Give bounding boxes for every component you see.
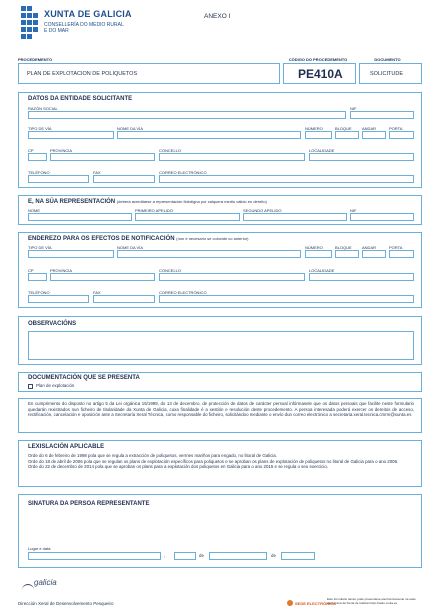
label-cp: CP [28,148,34,153]
concello-input[interactable] [159,153,305,161]
not-concello-input[interactable] [159,273,305,281]
observations-title: OBSERVACIÓNS [28,321,77,327]
label-not-provincia: PROVINCIA [50,268,73,273]
label-not-concello: CONCELLO [159,268,182,273]
representative-title [28,199,267,205]
code-box [283,63,356,84]
provincia-input[interactable] [50,153,155,161]
representative-note: (deberá acreditarse a representación fidedigna por calquera medio válido en dereito) [116,199,267,204]
rep-primeiro-apelido-input[interactable] [135,213,240,221]
rep-segundo-apelido-input[interactable] [243,213,347,221]
notification-title [28,236,249,242]
label-primeiro-apelido: PRIMEIRO APELIDO [135,208,174,213]
label-not-cp: CP [28,268,34,273]
porta-input[interactable] [389,131,414,139]
label-not-numero: NÚMERO [305,245,323,250]
not-provincia-input[interactable] [50,273,155,281]
label-localidade: LOCALIDADE [309,148,335,153]
label-not-andar: ANDAR [362,245,377,250]
label-not-bloque: BLOQUE [335,245,352,250]
not-porta-input[interactable] [389,250,414,258]
not-andar-input[interactable] [362,250,386,258]
day-input[interactable] [174,552,196,560]
not-telefono-input[interactable] [28,295,89,303]
label-andar: ANDAR [362,126,377,131]
label-nif: NIF [350,106,357,111]
plan-explotacion-label: Plan de explotación [36,383,75,388]
localidade-input[interactable] [309,153,414,161]
privacy-text: En cumprimento do disposto no artigo 5 da Lei orgánica 15/1999, do 13 de decembro, de protección de datos de carácter persoal infórmasele que os datos persoais que facilite neste formulario quedarán rexistrados nun ficheiro de titularidade da Xunta de Galicia, cuxa finalidade é a xestión e resolución deste procedemento. A persoa interesada poderá exercer os dereitos de acceso, rectificación, cancelación e oposición ante a Secretaría Xeral Técnica, como responsable do ficheiro, solicitándoo mediante o envío dun correo electrónico a secretaria.xeral.tecnica.cmrm@xunta.es [28,401,414,418]
nome-via-input[interactable] [117,131,301,139]
observations-textarea[interactable] [28,331,414,360]
not-localidade-input[interactable] [309,273,414,281]
label-provincia: PROVINCIA [50,148,73,153]
label-tipo-via: TIPO DE VÍA [28,126,52,131]
applicant-title: DATOS DA ENTIDADE SOLICITANTE [28,96,133,102]
label-numero: NÚMERO [305,126,323,131]
notification-section [18,232,422,308]
label-not-localidade: LOCALIDADE [309,268,335,273]
label-not-correo: CORREO ELECTRÓNICO [159,290,207,295]
legislation-item: Orde do 18 de abril de 2006 pola que se regulan os plans de explotación específicos para poliquetos e se aproban os plans de explotación de poliquetos no litoral de Galicia para o ano 2006. [28,458,399,464]
not-tipo-via-input[interactable] [28,250,114,258]
sede-label: SEDE ELECTRÓNICA [295,601,336,606]
sede-icon [287,600,293,606]
andar-input[interactable] [362,131,386,139]
not-numero-input[interactable] [305,250,332,258]
de-label-2: de [271,553,276,558]
signature-section [18,494,422,568]
org-subtitle: CONSELLERÍA DO MEDIO RURAL E DO MAR [44,22,124,34]
label-bloque: BLOQUE [335,126,352,131]
not-nome-via-input[interactable] [117,250,301,258]
privacy-section [18,398,422,433]
tipo-via-input[interactable] [28,131,114,139]
procedure-title: PLAN DE EXPLOTACION DE POLIQUETOS [27,71,138,77]
notification-note: (non é necesario se coincide co anterior) [176,236,249,241]
label-telefono: TELÉFONO [28,170,50,175]
not-fax-input[interactable] [93,295,155,303]
legislation-title: LEXISLACIÓN APLICABLE [28,444,105,450]
label-concello: CONCELLO [159,148,182,153]
org-name: XUNTA DE GALICIA [44,9,132,19]
annex-label: ANEXO I [204,13,231,20]
documentation-section [18,372,422,392]
notification-title-text: ENDEREZO PARA OS EFECTOS DE NOTIFICACIÓN [28,236,175,242]
galicia-logo: galicia [34,578,57,587]
procedure-label: PROCEDEMENTO [18,57,53,62]
procedure-code: PE410A [298,67,343,81]
year-input[interactable] [281,552,315,560]
label-correo: CORREO ELECTRÓNICO [159,170,207,175]
xunta-logo-icon [21,6,39,44]
document-type: SOLICITUDE [370,71,404,77]
fax-input[interactable] [93,175,155,183]
plan-explotacion-checkbox[interactable] [28,384,33,389]
razon-social-input[interactable] [28,111,346,119]
legislation-section [18,440,422,487]
comma-label: , [164,553,166,558]
label-razon-social: RAZÓN SOCIAL [28,106,58,111]
correo-input[interactable] [159,175,414,183]
label-fax: FAX [93,170,101,175]
representative-title-text: E, NA SÚA REPRESENTACIÓN [28,199,116,205]
place-input[interactable] [28,552,161,560]
documentation-title: DOCUMENTACIÓN QUE SE PRESENTA [28,375,140,381]
galicia-swoosh-icon [22,584,34,590]
label-nome-via: NOME DA VÍA [117,126,144,131]
observations-section [18,316,422,365]
legislation-item: Orde do 22 de decembro de 2014 pola que se aproban os plans para a explotación dos poliquetos en Galicia para o ano 2015 e se regula o seu exercicio. [28,464,328,470]
de-label-1: de [199,553,204,558]
legislation-list [28,453,416,470]
label-not-fax: FAX [93,290,101,295]
not-correo-input[interactable] [159,295,414,303]
telefono-input[interactable] [28,175,89,183]
label-not-telefono: TELÉFONO [28,290,50,295]
signature-title: SINATURA DA PERSOA REPRESENTANTE [28,501,150,507]
label-not-tipo-via: TIPO DE VÍA [28,245,52,250]
cp-input[interactable] [28,153,47,161]
label-segundo-apelido: SEGUNDO APELIDO [243,208,282,213]
rep-nif-input[interactable] [350,213,414,221]
rep-nome-input[interactable] [28,213,132,221]
bloque-input[interactable] [335,131,359,139]
sede-note: Este formulario tamén pode presentarse electronicamente na sede electrónica da Xunta de Galicia https://sede.xunta.es [327,597,416,605]
department-name: Dirección Xeral de Desenvolvemento Pesqueiro [18,601,114,606]
label-rep-nif: NIF [350,208,357,213]
label-place-date: Lugar e data [28,546,51,551]
representative-section [18,195,422,225]
doc-label: DOCUMENTO [374,57,401,62]
applicant-section [18,92,422,188]
label-not-porta: PORTA [389,245,403,250]
month-input[interactable] [209,552,267,560]
numero-input[interactable] [305,131,332,139]
nif-input[interactable] [350,111,414,119]
procedure-box [18,63,280,84]
doc-box [359,63,422,84]
label-not-nome-via: NOME DA VÍA [117,245,144,250]
label-nome: NOME [28,208,40,213]
legislation-item: Orde do 6 de febreiro de 1998 pola que se regula a extracción de poliquetos, vermes mariños para engado, no litoral de Galicia. [28,453,277,458]
not-bloque-input[interactable] [335,250,359,258]
not-cp-input[interactable] [28,273,47,281]
label-porta: PORTA [389,126,403,131]
code-label: CÓDIGO DO PROCEDEMENTO [288,57,348,62]
